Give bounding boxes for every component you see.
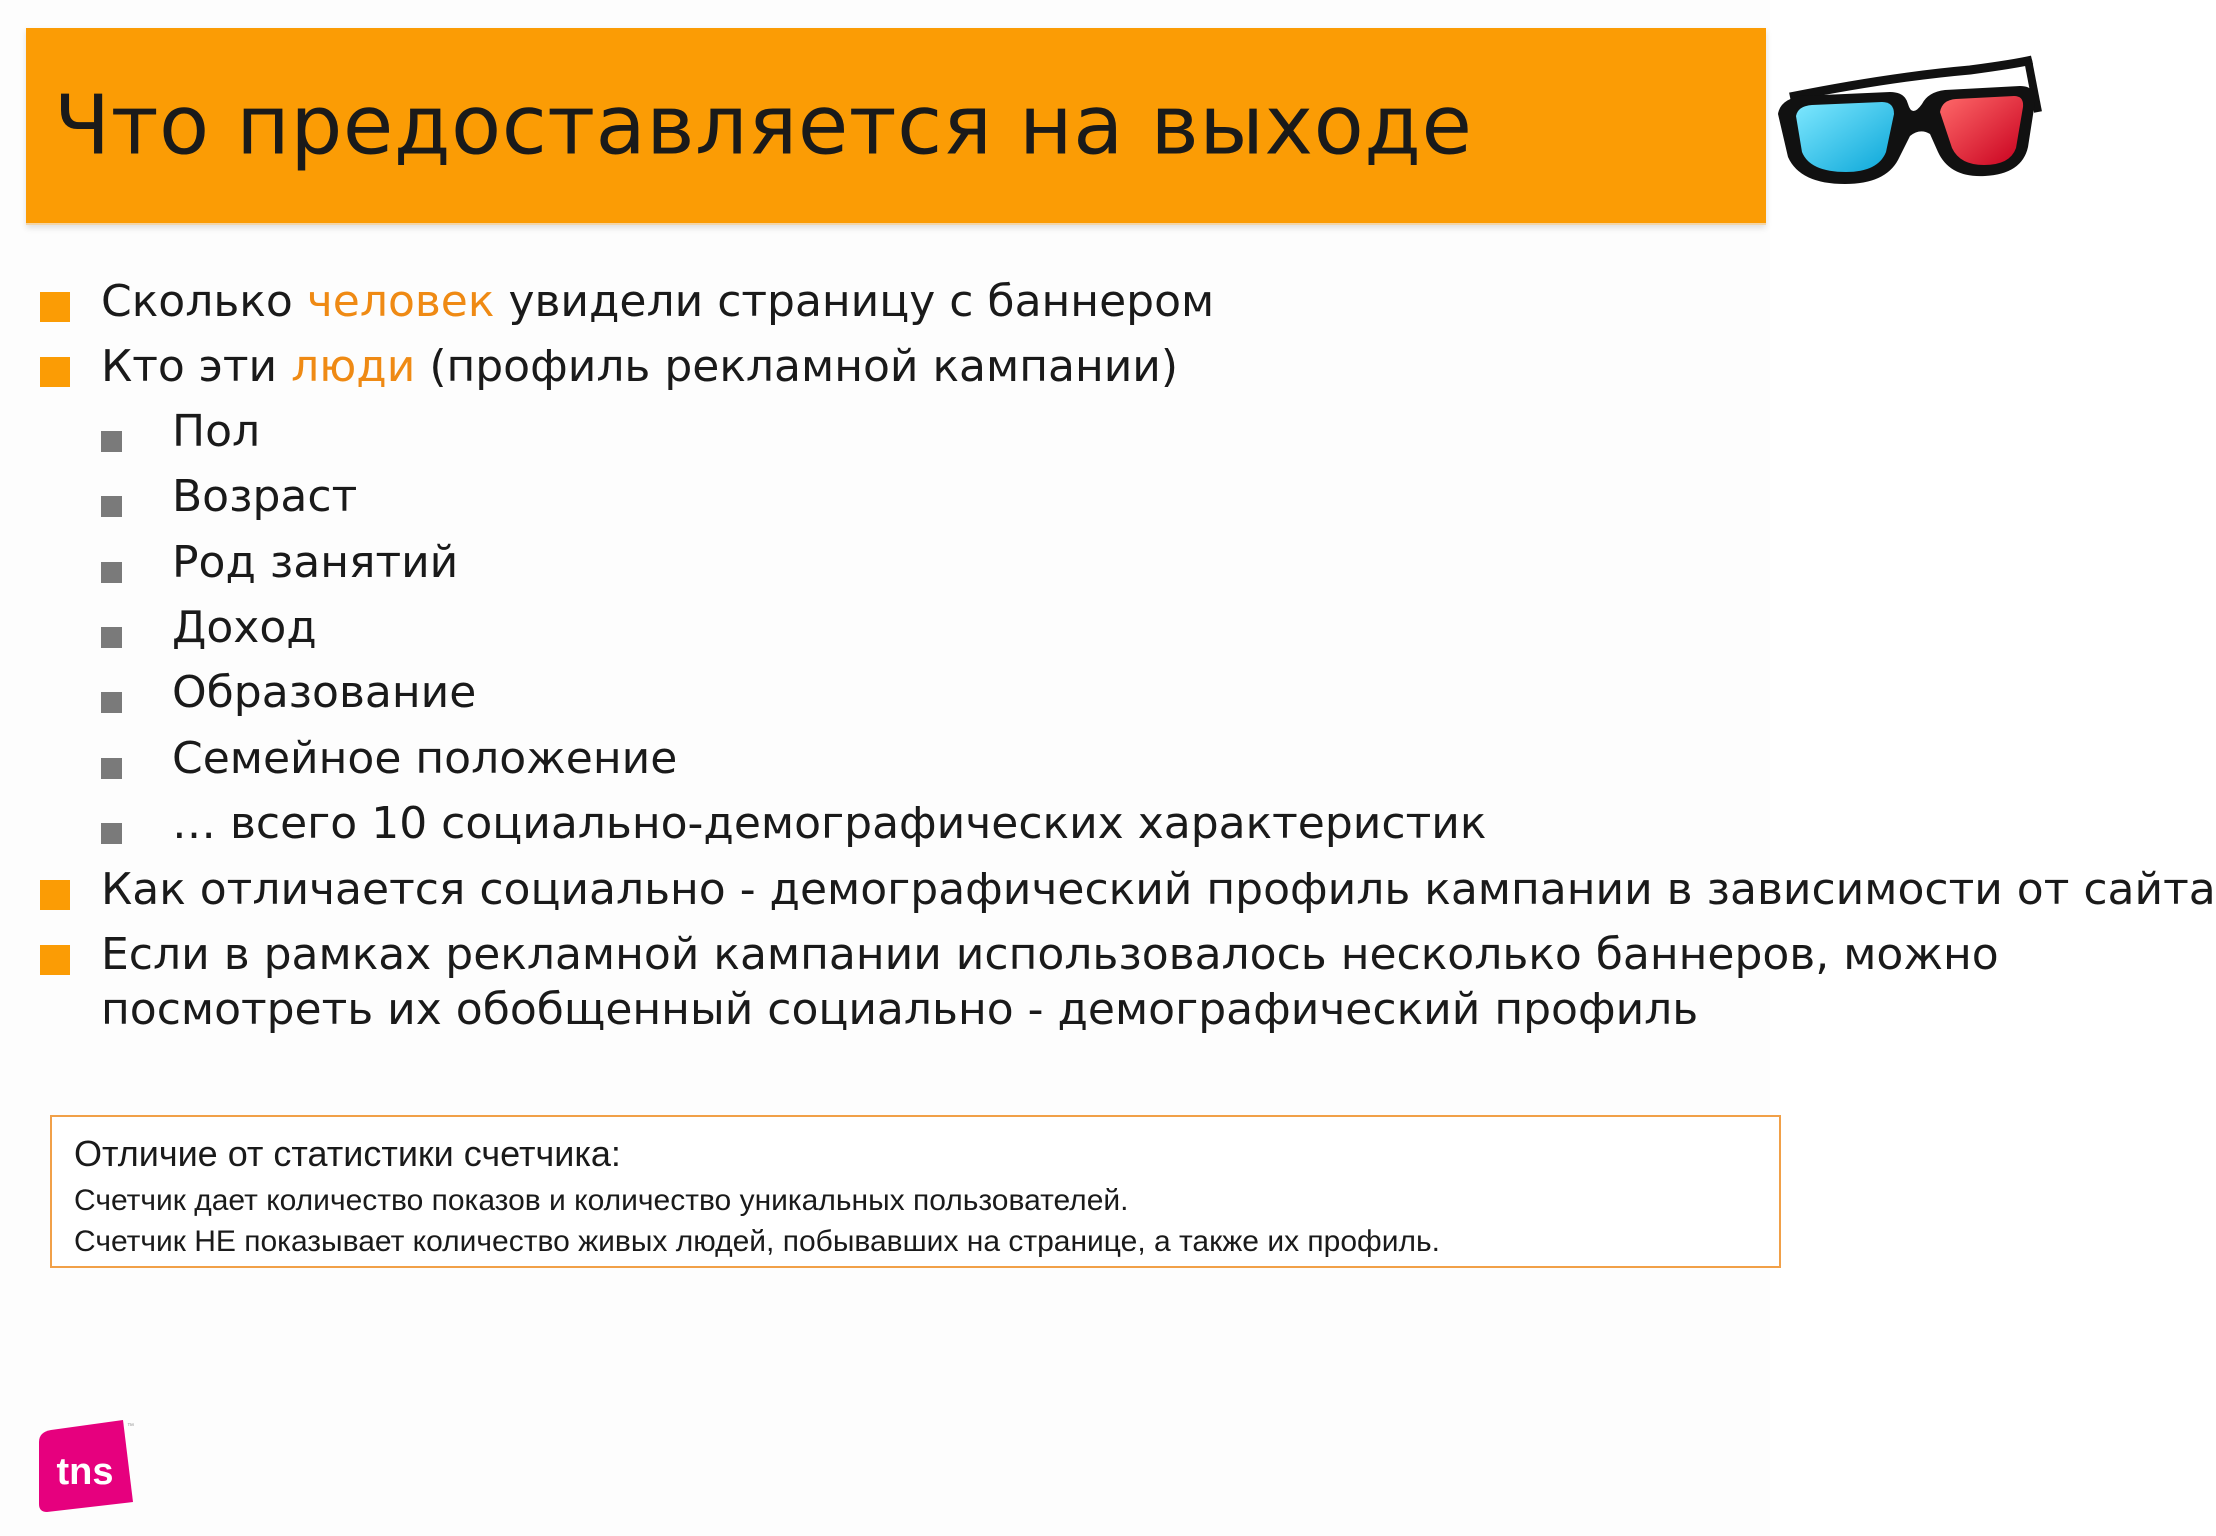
bullet-text: Если в рамках рекламной кампании использовалось несколько баннеров, можно bbox=[101, 929, 1999, 980]
square-bullet-icon bbox=[101, 692, 122, 713]
note-line: Счетчик НЕ показывает количество живых людей, побывавших на странице, а также их профиль. bbox=[74, 1225, 1440, 1258]
note-title: Отличие от статистики счетчика: bbox=[74, 1133, 621, 1174]
tns-logo bbox=[37, 1420, 133, 1512]
logo-text: tns bbox=[56, 1451, 114, 1493]
square-bullet-icon bbox=[40, 945, 70, 975]
bullet-text-part: увидели страницу с баннером bbox=[494, 276, 1215, 327]
square-bullet-icon bbox=[101, 823, 122, 844]
page-title: Что предоставляется на выходе bbox=[54, 78, 1473, 173]
bullet-text: посмотреть их обобщенный социально - демографический профиль bbox=[101, 984, 1699, 1035]
square-bullet-icon bbox=[101, 627, 122, 648]
bullet-text-part: Кто эти bbox=[101, 341, 292, 392]
square-bullet-icon bbox=[101, 496, 122, 517]
counter-comparison-note bbox=[50, 1115, 1781, 1268]
highlighted-word: люди bbox=[291, 341, 416, 392]
sub-bullet-text: Семейное положение bbox=[172, 733, 678, 784]
sub-bullet-text: Пол bbox=[172, 406, 261, 457]
square-bullet-icon bbox=[40, 357, 70, 387]
bullet-text-part: Сколько bbox=[101, 276, 307, 327]
square-bullet-icon bbox=[101, 431, 122, 452]
sub-bullet-text: Образование bbox=[172, 667, 477, 718]
bullet-text: Как отличается социально - демографический профиль кампании в зависимости от сайта bbox=[101, 864, 2216, 915]
note-line: Счетчик дает количество показов и количество уникальных пользователей. bbox=[74, 1184, 1129, 1217]
sub-bullet-text: Род занятий bbox=[172, 537, 459, 588]
bullet-text bbox=[101, 341, 1178, 394]
square-bullet-icon bbox=[40, 880, 70, 910]
bullet-text bbox=[101, 276, 1214, 329]
square-bullet-icon bbox=[101, 562, 122, 583]
logo-trademark: ™ bbox=[127, 1423, 134, 1430]
bullet-text-part: (профиль рекламной кампании) bbox=[415, 341, 1179, 392]
square-bullet-icon bbox=[101, 758, 122, 779]
sub-bullet-text: Возраст bbox=[172, 471, 358, 522]
sub-bullet-text: Доход bbox=[172, 602, 317, 653]
sub-bullet-text: … всего 10 социально-демографических характеристик bbox=[172, 798, 1487, 849]
highlighted-word: человек bbox=[306, 276, 495, 327]
square-bullet-icon bbox=[40, 292, 70, 322]
